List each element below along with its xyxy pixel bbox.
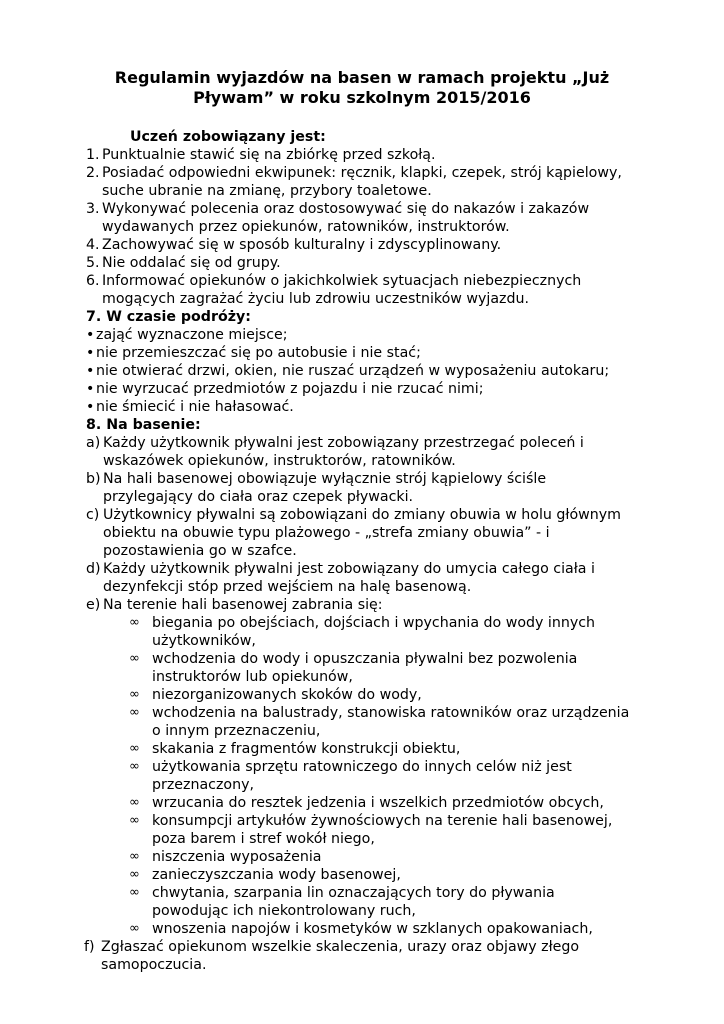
duty-item-text: Punktualnie stawić się na zbiórkę przed szkołą.	[102, 147, 436, 163]
final-item	[84, 938, 686, 974]
pool-list	[86, 434, 686, 614]
pool-rule-text: obiektu na obuwie typu plażowego - „strefa zmiany obuwia” - i	[103, 525, 550, 541]
travel-item-text: nie przemieszczać się po autobusie i nie stać;	[96, 345, 421, 361]
prohibited-item-text: instruktorów lub opiekunów,	[152, 669, 353, 685]
duty-item-number: 6.	[86, 273, 100, 289]
prohibited-item	[86, 848, 686, 866]
travel-heading: 7. W czasie podróży:	[86, 309, 251, 325]
prohibited-item	[86, 704, 686, 740]
infinity-bullet-icon: ∞	[129, 687, 140, 702]
pool-rule-text: przylegający do ciała oraz czepek pływacki.	[103, 489, 414, 505]
prohibited-item-text: biegania po obejściach, dojściach i wpychania do wody innych	[152, 615, 596, 631]
travel-item	[86, 362, 686, 380]
duty-item-number: 1.	[86, 147, 100, 163]
prohibited-item	[86, 794, 686, 812]
bullet-icon: •	[86, 381, 95, 397]
prohibited-item-text: wchodzenia na balustrady, stanowiska ratowników oraz urządzenia	[152, 705, 630, 721]
duty-item-text: wydawanych przez opiekunów, ratowników, instruktorów.	[102, 219, 510, 235]
travel-item-text: nie wyrzucać przedmiotów z pojazdu i nie rzucać nimi;	[96, 381, 484, 397]
duty-item-number: 2.	[86, 165, 100, 181]
duty-item-number: 5.	[86, 255, 100, 271]
travel-item-text: nie otwierać drzwi, okien, nie ruszać urządzeń w wyposażeniu autokaru;	[96, 363, 610, 379]
pool-rule	[86, 434, 686, 470]
prohibited-item-text: poza barem i stref wokół niego,	[152, 831, 375, 847]
duties-list	[86, 146, 686, 308]
pool-rule-text: wskazówek opiekunów, instruktorów, ratowników.	[103, 453, 456, 469]
bullet-icon: •	[86, 327, 95, 343]
duty-item-text: Zachowywać się w sposób kulturalny i zdyscyplinowany.	[102, 237, 502, 253]
title-line-2: Pływam” w roku szkolnym 2015/2016	[193, 88, 531, 107]
duty-item	[86, 254, 686, 272]
pool-rule-text: Każdy użytkownik pływalni jest zobowiązany przestrzegać poleceń i	[103, 435, 584, 451]
prohibited-item-text: o innym przeznaczeniu,	[152, 723, 321, 739]
prohibited-item	[86, 866, 686, 884]
pool-rule	[86, 470, 686, 506]
infinity-bullet-icon: ∞	[129, 921, 140, 936]
pool-rule-number: d)	[86, 561, 101, 577]
title-line-1: Regulamin wyjazdów na basen w ramach projektu „Już	[114, 68, 610, 87]
pool-rule-f-text: samopoczucia.	[101, 957, 207, 973]
prohibited-item-text: zanieczyszczania wody basenowej,	[152, 867, 401, 883]
pool-rule-f-text: Zgłaszać opiekunom wszelkie skaleczenia, urazy oraz objawy złego	[101, 939, 580, 955]
pool-rule-text: dezynfekcji stóp przed wejściem na halę basenową.	[103, 579, 472, 595]
pool-rule-text: Każdy użytkownik pływalni jest zobowiązany do umycia całego ciała i	[103, 561, 595, 577]
duty-item	[86, 236, 686, 254]
document-title	[60, 68, 664, 108]
duty-item-text: Posiadać odpowiedni ekwipunek: ręcznik, klapki, czepek, strój kąpielowy,	[102, 165, 622, 181]
infinity-bullet-icon: ∞	[129, 651, 140, 666]
bullet-icon: •	[86, 345, 95, 361]
infinity-bullet-icon: ∞	[129, 615, 140, 630]
prohibited-item-text: użytkowników,	[152, 633, 256, 649]
prohibited-item-text: skakania z fragmentów konstrukcji obiektu,	[152, 741, 461, 757]
infinity-bullet-icon: ∞	[129, 741, 140, 756]
duty-item-text: Wykonywać polecenia oraz dostosowywać się do nakazów i zakazów	[102, 201, 590, 217]
prohibited-item	[86, 920, 686, 938]
prohibited-item-text: niszczenia wyposażenia	[152, 849, 322, 865]
travel-item	[86, 326, 686, 344]
infinity-bullet-icon: ∞	[129, 759, 140, 774]
prohibited-item	[86, 686, 686, 704]
infinity-bullet-icon: ∞	[129, 849, 140, 864]
duty-item-text: Informować opiekunów o jakichkolwiek sytuacjach niebezpiecznych	[102, 273, 582, 289]
pool-rule-text: Użytkownicy pływalni są zobowiązani do zmiany obuwia w holu głównym	[103, 507, 621, 523]
duties-heading: Uczeń zobowiązany jest:	[130, 129, 326, 145]
pool-rule-number: e)	[86, 597, 101, 613]
duty-item	[86, 200, 686, 236]
prohibited-list	[86, 614, 686, 938]
prohibited-item	[86, 740, 686, 758]
infinity-bullet-icon: ∞	[129, 705, 140, 720]
prohibited-item-text: konsumpcji artykułów żywnościowych na terenie hali basenowej,	[152, 813, 613, 829]
prohibited-item-text: chwytania, szarpania lin oznaczających tory do pływania	[152, 885, 555, 901]
infinity-bullet-icon: ∞	[129, 795, 140, 810]
duty-item-text: mogących zagrażać życiu lub zdrowiu uczestników wyjazdu.	[102, 291, 530, 307]
prohibited-item-text: wrzucania do resztek jedzenia i wszelkich przedmiotów obcych,	[152, 795, 604, 811]
travel-list	[86, 326, 686, 416]
pool-rule-text: Na hali basenowej obowiązuje wyłącznie strój kąpielowy ściśle	[103, 471, 547, 487]
prohibited-item-text: powodując ich niekontrolowany ruch,	[152, 903, 416, 919]
prohibited-item-text: użytkowania sprzętu ratowniczego do innych celów niż jest	[152, 759, 572, 775]
infinity-bullet-icon: ∞	[129, 867, 140, 882]
duty-item-text: Nie oddalać się od grupy.	[102, 255, 281, 271]
duty-item-number: 4.	[86, 237, 100, 253]
travel-item	[86, 380, 686, 398]
document-body	[86, 128, 686, 974]
pool-heading: 8. Na basenie:	[86, 417, 201, 433]
infinity-bullet-icon: ∞	[129, 885, 140, 900]
prohibited-item-text: przeznaczony,	[152, 777, 254, 793]
pool-rule-number: a)	[86, 435, 101, 451]
duty-item-text: suche ubranie na zmianę, przybory toaletowe.	[102, 183, 432, 199]
pool-rule-number: c)	[86, 507, 100, 523]
prohibited-item-text: wchodzenia do wody i opuszczania pływalni bez pozwolenia	[152, 651, 578, 667]
pool-rule-number: b)	[86, 471, 101, 487]
travel-item	[86, 398, 686, 416]
duty-item	[86, 272, 686, 308]
pool-rule	[86, 560, 686, 596]
bullet-icon: •	[86, 363, 95, 379]
infinity-bullet-icon: ∞	[129, 813, 140, 828]
duty-item	[86, 146, 686, 164]
duty-item	[86, 164, 686, 200]
bullet-icon: •	[86, 399, 95, 415]
pool-rule-f-number: f)	[84, 939, 95, 955]
pool-rule	[86, 596, 686, 614]
duty-item-number: 3.	[86, 201, 100, 217]
prohibited-item	[86, 884, 686, 920]
travel-item	[86, 344, 686, 362]
travel-item-text: zająć wyznaczone miejsce;	[96, 327, 288, 343]
pool-rule-f	[84, 938, 686, 974]
prohibited-item	[86, 614, 686, 650]
pool-rule-text: pozostawienia go w szafce.	[103, 543, 297, 559]
prohibited-item	[86, 650, 686, 686]
prohibited-item	[86, 812, 686, 848]
pool-rule-text: Na terenie hali basenowej zabrania się:	[103, 597, 383, 613]
travel-item-text: nie śmiecić i nie hałasować.	[96, 399, 294, 415]
prohibited-item-text: wnoszenia napojów i kosmetyków w szklanych opakowaniach,	[152, 921, 593, 937]
prohibited-item-text: niezorganizowanych skoków do wody,	[152, 687, 422, 703]
pool-rule	[86, 506, 686, 560]
prohibited-item	[86, 758, 686, 794]
